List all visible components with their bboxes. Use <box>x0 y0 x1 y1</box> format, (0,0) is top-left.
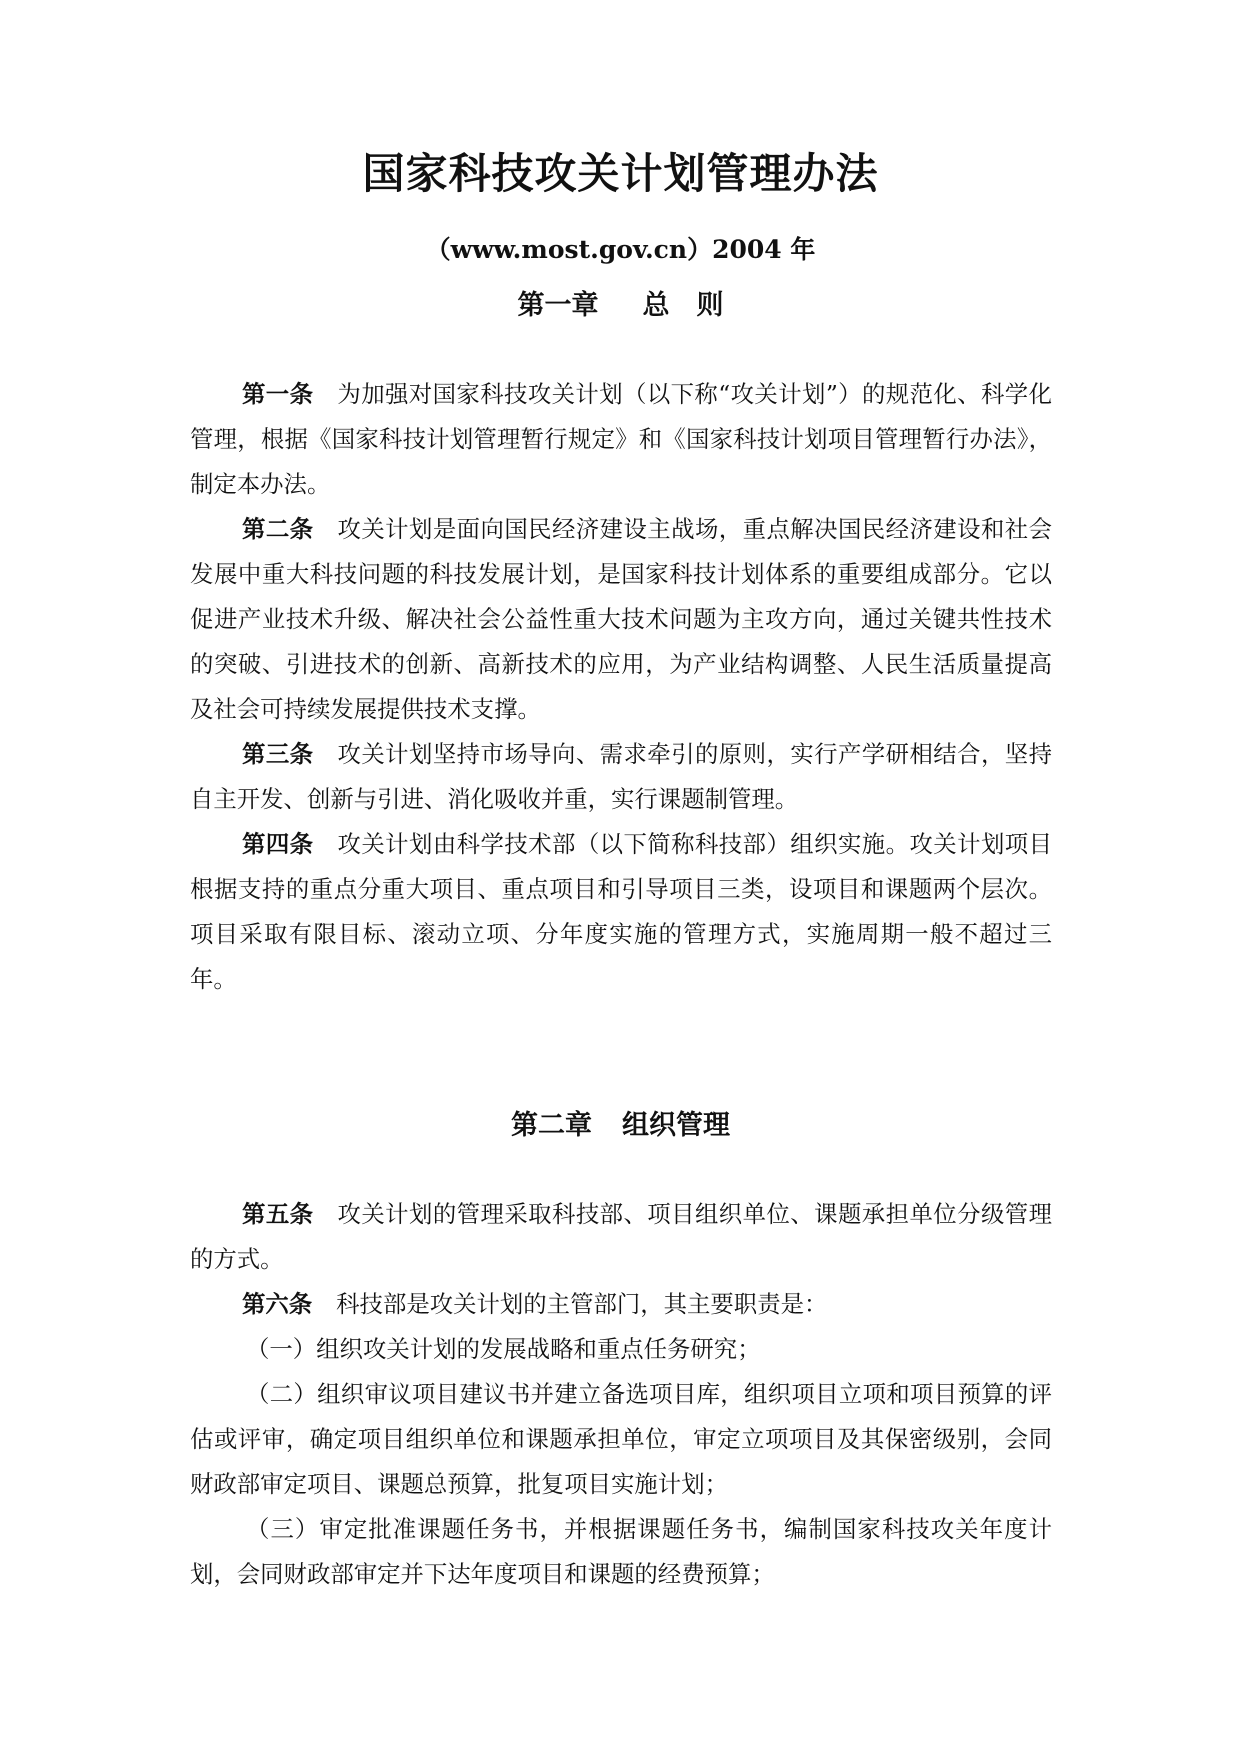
article-6-label: 第六条 <box>242 1290 313 1318</box>
article-5-text: 攻关计划的管理采取科技部、项目组织单位、课题承担单位分级管理的方式。 <box>190 1200 1053 1273</box>
chapter-2-body <box>190 1192 1052 1597</box>
article-5-label: 第五条 <box>242 1200 314 1228</box>
chapter-2-number: 第二章 <box>511 1110 592 1141</box>
article-1-text: 为加强对国家科技攻关计划（以下称“攻关计划”）的规范化、科学化管理，根据《国家科技计划管理暂行规定》和《国家科技计划项目管理暂行办法》，制定本办法。 <box>190 380 1052 498</box>
article-4-label: 第四条 <box>242 830 314 858</box>
document-subtitle: （www.most.gov.cn）2004 年 <box>425 235 816 264</box>
chapter-1-title: 总 则 <box>642 290 724 321</box>
article-3-text: 攻关计划坚持市场导向、需求牵引的原则，实行产学研相结合，坚持自主开发、创新与引进、消化吸收并重，实行课题制管理。 <box>190 740 1053 813</box>
article-2-label: 第二条 <box>242 515 314 543</box>
article-1-label: 第一条 <box>242 380 314 408</box>
chapter-1-heading <box>0 286 1241 326</box>
article-4 <box>190 822 1052 1002</box>
chapter-2-heading <box>0 1106 1241 1146</box>
article-2 <box>190 507 1052 732</box>
article-1 <box>190 372 1052 507</box>
duty-item-3: （三）审定批准课题任务书，并根据课题任务书，编制国家科技攻关年度计划，会同财政部审定并下达年度项目和课题的经费预算； <box>190 1515 1052 1588</box>
article-3-label: 第三条 <box>242 740 314 768</box>
article-5 <box>190 1192 1052 1282</box>
article-6 <box>190 1282 1052 1327</box>
chapter-1-body <box>190 372 1052 1002</box>
duty-item-1: （一）组织攻关计划的发展战略和重点任务研究； <box>246 1335 761 1363</box>
article-2-text: 攻关计划是面向国民经济建设主战场，重点解决国民经济建设和社会发展中重大科技问题的科技发展计划，是国家科技计划体系的重要组成部分。它以促进产业技术升级、解决社会公益性重大技术问题为主攻方向，通过关键共性技术的突破、引进技术的创新、高新技术的应用，为产业结构调整、人民生活质量提高及社会可持续发展提供技术支撑。 <box>190 515 1053 723</box>
article-4-text: 攻关计划由科学技术部（以下简称科技部）组织实施。攻关计划项目根据支持的重点分重大项目、重点项目和引导项目三类，设项目和课题两个层次。项目采取有限目标、滚动立项、分年度实施的管理方式，实施周期一般不超过三年。 <box>190 830 1053 993</box>
article-6-text: 科技部是攻关计划的主管部门，其主要职责是： <box>336 1290 828 1318</box>
duty-item-2: （二）组织审议项目建议书并建立备选项目库，组织项目立项和项目预算的评估或评审，确定项目组织单位和课题承担单位，审定立项项目及其保密级别，会同财政部审定项目、课题总预算，批复项目实施计划； <box>190 1380 1052 1498</box>
chapter-2-title: 组织管理 <box>622 1110 730 1141</box>
article-3 <box>190 732 1052 822</box>
document-title: 国家科技攻关计划管理办法 <box>362 149 879 198</box>
chapter-1-number: 第一章 <box>517 290 599 321</box>
